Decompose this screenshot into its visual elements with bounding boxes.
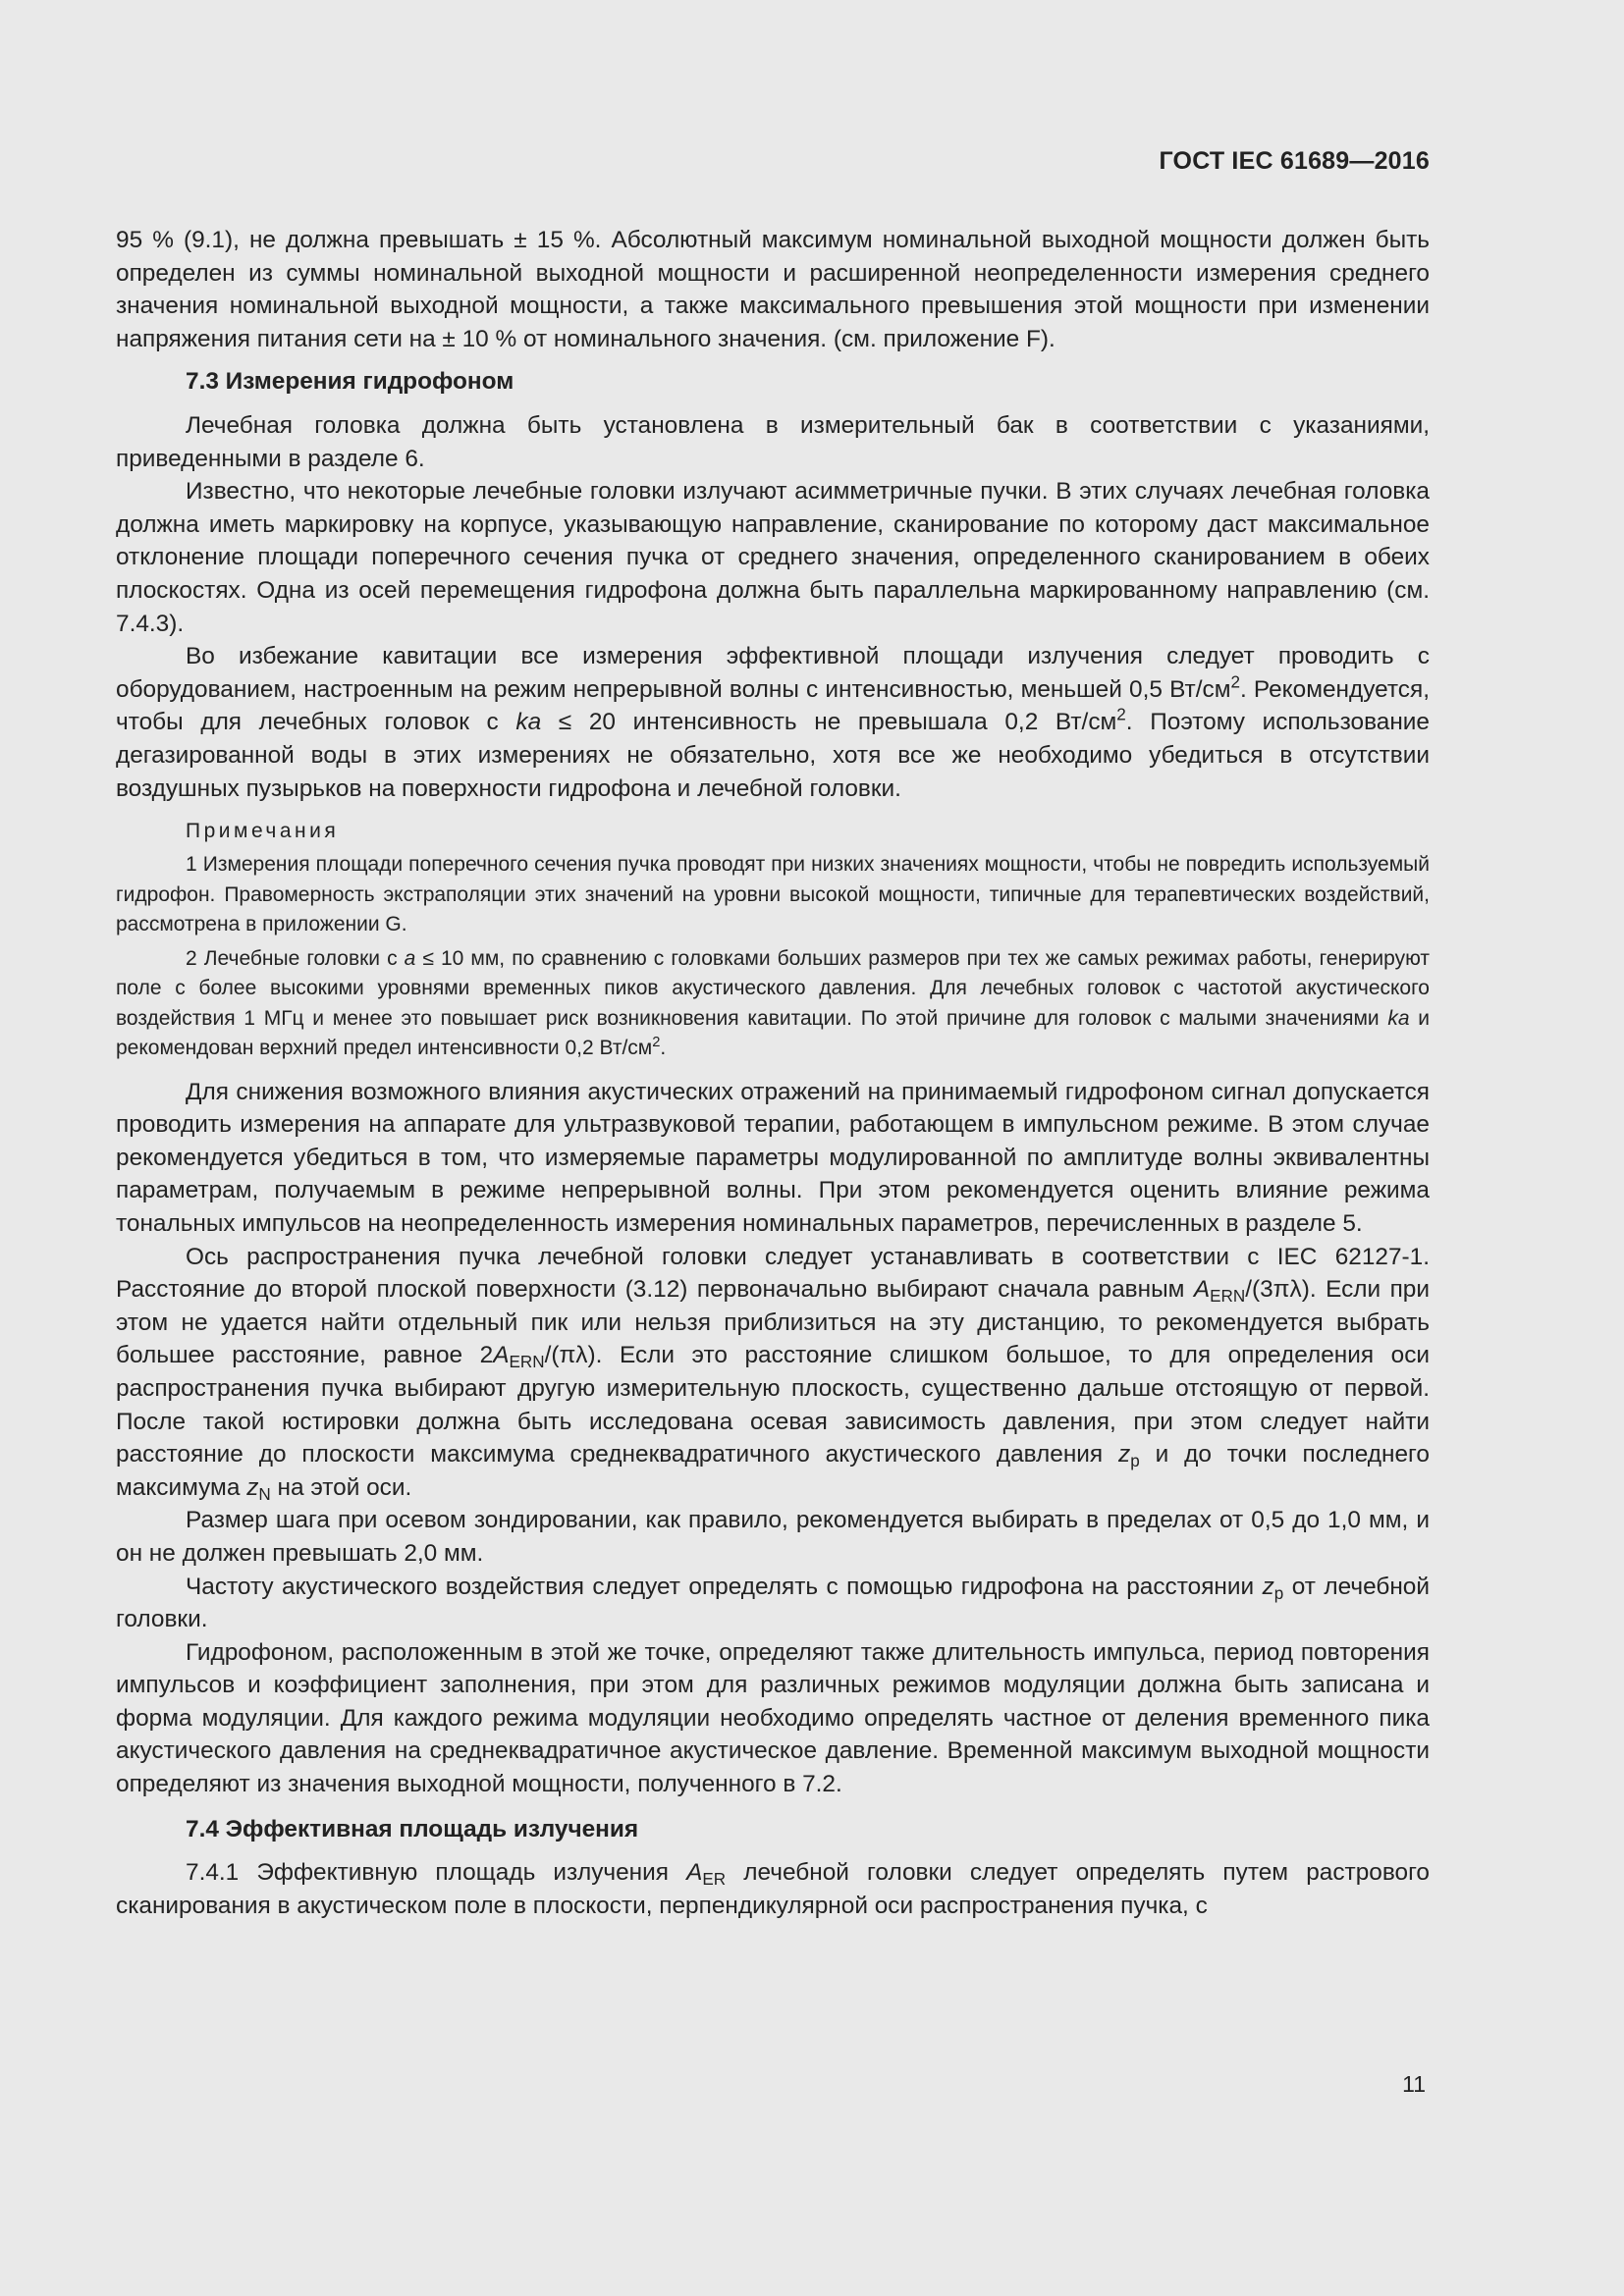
paragraph-7-4-1: 7.4.1 Эффективную площадь излучения $A_{ER}$ лечебной головки следует определять путем растрового сканирования в акустическом поле в плоскости, перпендикулярной оси распространения пучка, с <box>116 1859 1430 1919</box>
paragraph: Известно, что некоторые лечебные головки излучают асимметричные пучки. В этих случаях лечебная головка должна иметь маркировку на корпусе, указывающую направление, сканирование по которому даст максимальное отклонение площади поперечного сечения пучка от среднего значения, определенного сканированием в обеих плоскостях. Одна из осей перемещения гидрофона должна быть параллельна маркированному направлению (см. 7.4.3). <box>116 478 1430 637</box>
notes-title: Примечания <box>186 820 340 843</box>
note-1: 1 Измерения площади поперечного сечения пучка проводят при низких значениях мощности, чтобы не повредить используемый гидрофон. Правомерность экстраполяции этих значений на уровни высокой мощности, типичные для терапевтических воздействий, рассмотрена в приложении G. <box>116 853 1430 936</box>
paragraph-cavitation: Во избежание кавитации все измерения эффективной площади излучения следует проводить с оборудованием, настроенным на режим непрерывной волны с интенсивностью, меньшей 0,5 $Вт/см^2$. Рекомендуется, чтобы для лечебных головок с ka ≤ 20 интенсивность не превышала 0,2 $Вт/см^2$. Поэтому использование дегазированной воды в этих измерениях не обязательно, хотя все же необходимо убедиться в отсутствии воздушных пузырьков на поверхности гидрофона и лечебной головки. <box>116 643 1430 802</box>
paragraph: Размер шага при осевом зондировании, как правило, рекомендуется выбирать в пределах от 0,5 до 1,0 мм, и он не должен превышать 2,0 мм. <box>116 1507 1430 1567</box>
paragraph-axis: Ось распространения пучка лечебной головки следует устанавливать в соответствии с IEC 62127-1. Расстояние до второй плоской поверхности (3.12) первоначально выбирают сначала равным $A_{ERN}/(3\pi\lambda)$. Если при этом не удается найти отдельный пик или нельзя приблизиться на эту дистанцию, то рекомендуется выбрать большее расстояние, равное $2A_{ERN}/(\pi\lambda)$. Если это расстояние слишком большое, то для определения оси распространения пучка выбирают другую измерительную плоскость, существенно дальше отстоящую от первой. После такой юстировки должна быть исследована осевая зависимость давления, при этом следует найти расстояние до плоскости максимума среднеквадратичного акустического давления $z_p$ и до точки последнего максимума $z_N$ на этой оси. <box>116 1243 1431 1504</box>
document-body <box>116 224 1430 1922</box>
paragraph: Для снижения возможного влияния акустических отражений на принимаемый гидрофоном сигнал допускается проводить измерения на аппарате для ультразвуковой терапии, работающем в импульсном режиме. В этом случае рекомендуется убедиться в том, что измеряемые параметры модулированной по амплитуде волны эквивалентны параметрам, получаемым в режиме непрерывной волны. При этом рекомендуется оценить влияние режима тональных импульсов на неопределенность измерения номинальных параметров, перечисленных в разделе 5. <box>116 1078 1430 1237</box>
intro-paragraph: 95 % (9.1), не должна превышать ± 15 %. Абсолютный максимум номинальной выходной мощности должен быть определен из суммы номинальной выходной мощности и расширенной неопределенности измерения среднего значения номинальной выходной мощности, а также максимального превышения этой мощности при изменении напряжения питания сети на ± 10 % от номинального значения. (см. приложение F). <box>116 227 1430 352</box>
section-heading-7-3: 7.3 Измерения гидрофоном <box>186 368 514 396</box>
page-number: 11 <box>1402 2071 1426 2097</box>
document-header: ГОСТ IEC 61689—2016 <box>1159 147 1430 175</box>
paragraph-frequency: Частоту акустического воздействия следует определять с помощью гидрофона на расстоянии $z_p$ от лечебной головки. <box>116 1573 1430 1633</box>
section-heading-7-4: 7.4 Эффективная площадь излучения <box>186 1815 639 1842</box>
paragraph: Лечебная головка должна быть установлена в измерительный бак в соответствии с указаниями, приведенными в разделе 6. <box>116 411 1430 472</box>
note-2: 2 Лечебные головки с a ≤ 10 мм, по сравнению с головками больших размеров при тех же самых режимах работы, генерируют поле с более высокими уровнями временных пиков акустического давления. Для лечебных головок с частотой акустического воздействия 1 МГц и менее это повышает риск возникновения кавитации. По этой причине для головок с малыми значениями ka и рекомендован верхний предел интенсивности 0,2 $Вт/см^2$. <box>116 946 1430 1060</box>
paragraph: Гидрофоном, расположенным в этой же точке, определяют также длительность импульса, период повторения импульсов и коэффициент заполнения, при этом для различных режимов модуляции должна быть записана и форма модуляции. Для каждого режима модуляции необходимо определять частное от деления временного пика акустического давления на среднеквадратичное акустическое давление. Временной максимум выходной мощности определяют из значения выходной мощности, полученного в 7.2. <box>116 1638 1430 1798</box>
